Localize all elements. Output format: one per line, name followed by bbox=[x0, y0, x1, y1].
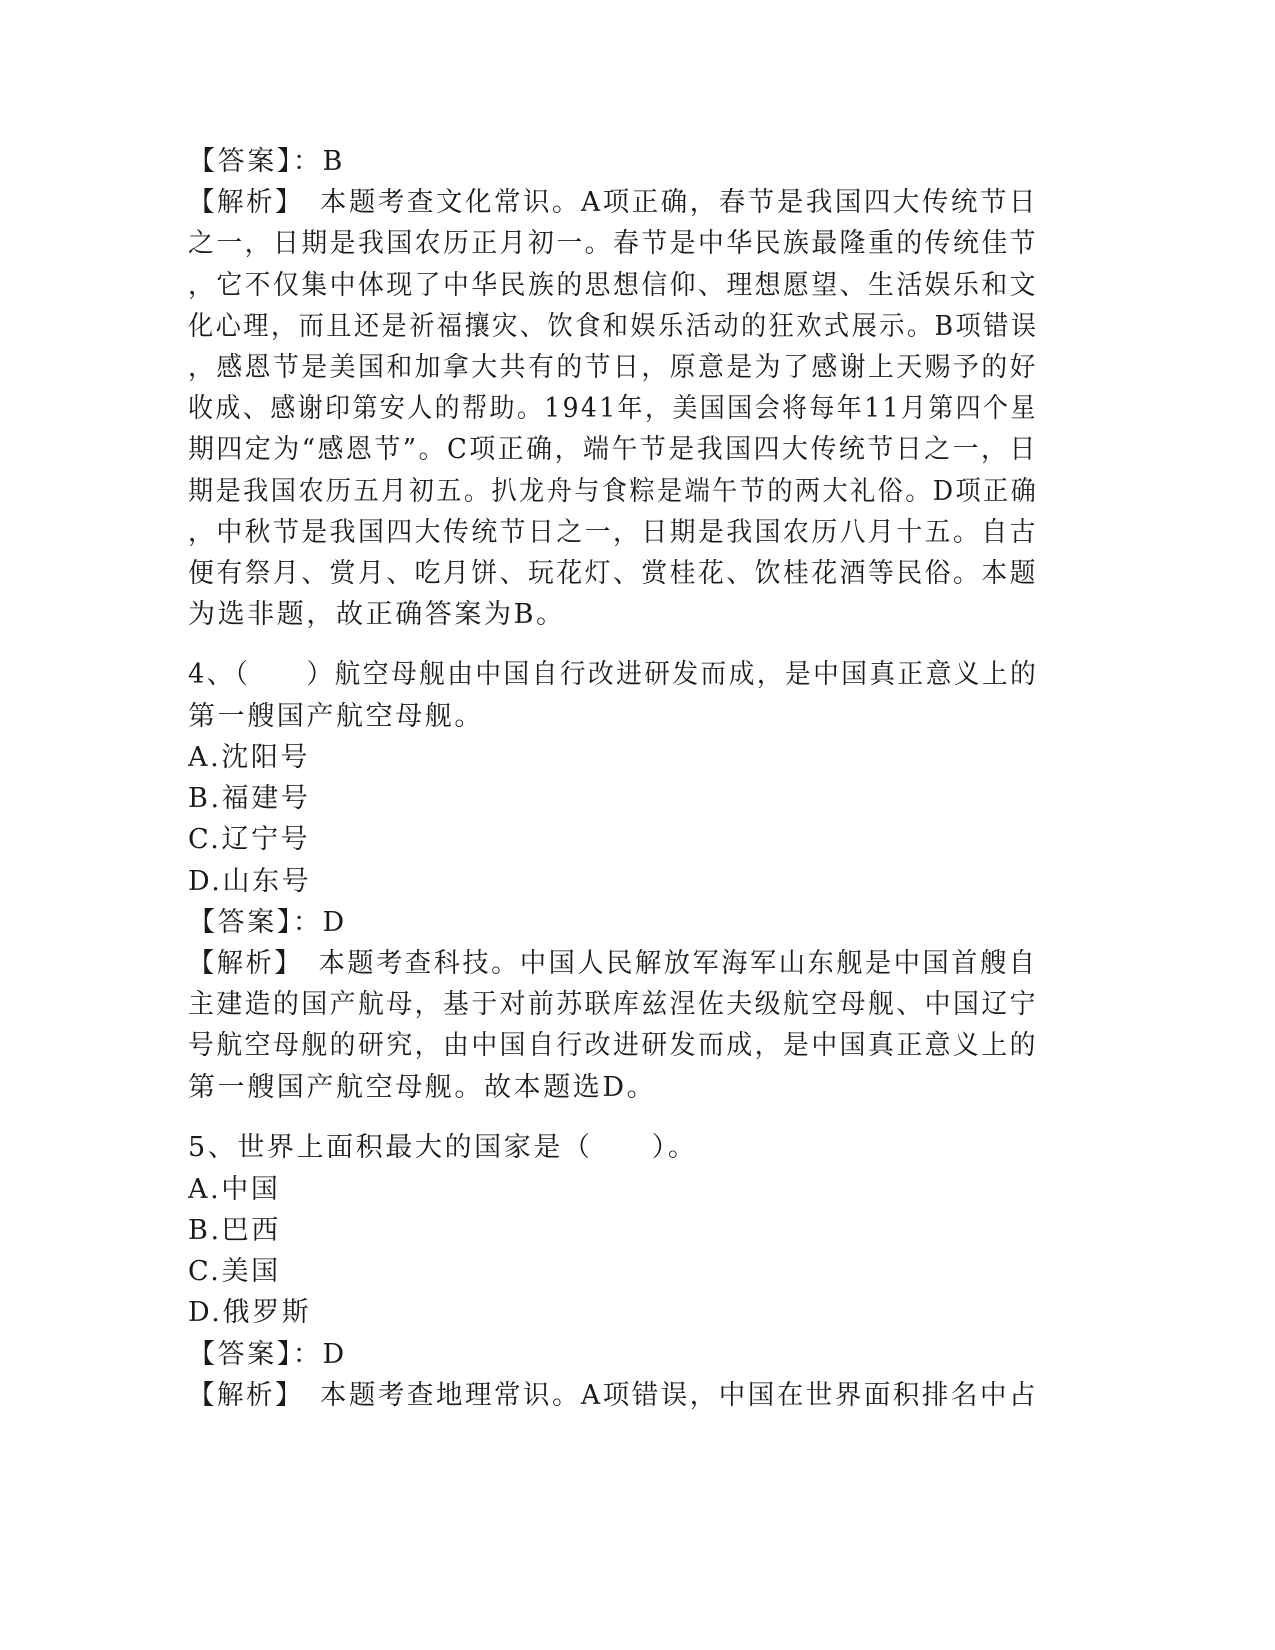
q3-analysis-line: 化心理，而且还是祈福攘灾、饮食和娱乐活动的狂欢式展示。B项错误 bbox=[188, 311, 1039, 342]
q5-option-c: C.美国 bbox=[188, 1256, 281, 1287]
q4-option-d: D.山东号 bbox=[188, 866, 312, 897]
q4-analysis-line: 第一艘国产航空母舰。故本题选D。 bbox=[188, 1072, 657, 1103]
q4-analysis-line: 【解析】 本题考查科技。中国人民解放军海军山东舰是中国首艘自 bbox=[188, 948, 1038, 979]
q4-option-c: C.辽宁号 bbox=[188, 824, 311, 855]
q3-analysis-line: 期四定为“感恩节”。C项正确，端午节是我国四大传统节日之一，日 bbox=[188, 434, 1038, 465]
q4-question-line: 第一艘国产航空母舰。 bbox=[188, 701, 484, 732]
q4-analysis-line: 主建造的国产航母，基于对前苏联库兹涅佐夫级航空母舰、中国辽宁 bbox=[188, 989, 1038, 1020]
q4-option-b: B.福建号 bbox=[188, 783, 311, 814]
q3-analysis-line: 收成、感谢印第安人的帮助。1941年，美国国会将每年11月第四个星 bbox=[188, 393, 1038, 424]
q5-analysis-line: 【解析】 本题考查地理常识。A项错误，中国在世界面积排名中占 bbox=[188, 1380, 1039, 1411]
q3-answer: 【答案】：B bbox=[188, 146, 345, 177]
q5-option-b: B.巴西 bbox=[188, 1215, 281, 1246]
q4-question-line: 4、（ ）航空母舰由中国自行改进研发而成，是中国真正意义上的 bbox=[188, 659, 1039, 690]
q4-answer: 【答案】：D bbox=[188, 907, 347, 938]
q3-analysis-line: ，中秋节是我国四大传统节日之一，日期是我国农历八月十五。自古 bbox=[188, 517, 1038, 548]
q5-option-a: A.中国 bbox=[188, 1174, 281, 1205]
q3-analysis-line: ，感恩节是美国和加拿大共有的节日，原意是为了感谢上天赐予的好 bbox=[188, 352, 1038, 383]
q5-option-d: D.俄罗斯 bbox=[188, 1297, 312, 1328]
q3-analysis-line: 为选非题，故正确答案为B。 bbox=[188, 599, 566, 630]
q3-analysis-line: 期是我国农历五月初五。扒龙舟与食粽是端午节的两大礼俗。D项正确 bbox=[188, 476, 1039, 507]
q3-analysis-line: 便有祭月、赏月、吃月饼、玩花灯、赏桂花、饮桂花酒等民俗。本题 bbox=[188, 558, 1038, 589]
q4-analysis-line: 号航空母舰的研究，由中国自行改进研发而成，是中国真正意义上的 bbox=[188, 1030, 1038, 1061]
q3-analysis-line: 之一，日期是我国农历正月初一。春节是中华民族最隆重的传统佳节 bbox=[188, 228, 1038, 259]
q5-answer: 【答案】：D bbox=[188, 1339, 347, 1370]
q3-analysis-line: 【解析】 本题考查文化常识。A项正确，春节是我国四大传统节日 bbox=[188, 187, 1039, 218]
q4-option-a: A.沈阳号 bbox=[188, 742, 311, 773]
q3-analysis-line: ，它不仅集中体现了中华民族的思想信仰、理想愿望、生活娱乐和文 bbox=[188, 270, 1038, 301]
q5-question-line: 5、世界上面积最大的国家是（ ）。 bbox=[188, 1132, 698, 1163]
